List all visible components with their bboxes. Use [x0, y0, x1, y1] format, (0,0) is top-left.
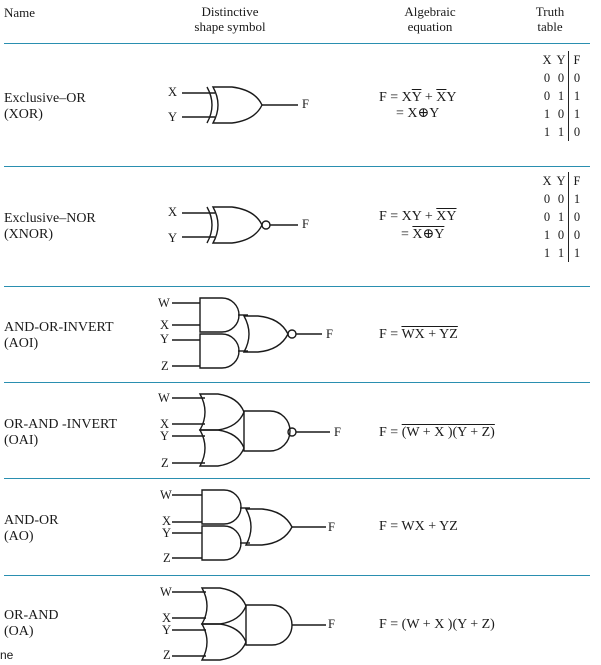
row-name-line1: Exclusive–OR: [4, 91, 86, 106]
equation: F = (W + X )(Y + Z): [379, 425, 495, 440]
input-label: Z: [163, 648, 171, 662]
truth-table: X Y F 0 0 0 0 1 1 1 0 1 1 1 0: [540, 51, 585, 141]
row-name-line2: (XNOR): [4, 227, 53, 242]
input-label: X: [160, 318, 170, 332]
input-label: Z: [161, 359, 169, 373]
row-name-line2: (XOR): [4, 107, 43, 122]
row-name-line2: (AO): [4, 529, 34, 544]
output-label: F: [326, 327, 333, 341]
aoi-gate-symbol: [172, 298, 322, 368]
row-name-line2: (OA): [4, 624, 34, 639]
input-label: Z: [163, 551, 171, 565]
equation: F = XY + $\overline{XY}$: [379, 209, 457, 224]
header-name: Name: [4, 5, 36, 20]
input-label: Y: [160, 429, 170, 443]
input-label: W: [158, 391, 170, 405]
equation: F = (W + X )(Y + Z): [379, 617, 495, 632]
input-label: Y: [162, 623, 172, 637]
header-equation-line2: equation: [407, 19, 453, 34]
equation: F = WX + YZ: [379, 519, 458, 534]
xor-gate-symbol: [182, 87, 298, 123]
header-symbol-line1: Distinctive: [201, 4, 259, 19]
row-name: [4, 320, 114, 352]
header-truth-line2: table: [537, 19, 563, 34]
oai-gate-symbol: [172, 394, 330, 466]
input-label: X: [160, 417, 170, 431]
input-label: Y: [160, 332, 170, 346]
input-label: W: [160, 585, 172, 599]
input-label: Z: [161, 456, 169, 470]
input-label: Y: [168, 231, 178, 245]
input-label: W: [158, 296, 170, 310]
header-equation-line1: Algebraic: [404, 4, 456, 19]
output-label: F: [328, 520, 335, 534]
row-name: [4, 513, 58, 545]
row-name-line1: AND-OR: [4, 513, 59, 528]
input-label: X: [162, 611, 172, 625]
output-label: F: [302, 97, 309, 111]
row-name-line2: (OAI): [4, 433, 39, 448]
equation: $F = X\overline{Y} + \overline{X}Y$: [379, 90, 457, 105]
header-symbol-line2: shape symbol: [194, 19, 266, 34]
row-name-line1: AND-OR-INVERT: [4, 320, 114, 335]
input-label: X: [168, 205, 178, 219]
row-name: [4, 91, 86, 123]
input-label: Y: [168, 110, 178, 124]
row-name-line1: Exclusive–NOR: [4, 211, 96, 226]
row-name: [4, 608, 58, 640]
input-label: X: [168, 85, 178, 99]
output-label: F: [334, 425, 341, 439]
ao-gate-symbol: [172, 490, 326, 560]
row-name: [4, 211, 96, 243]
oa-gate-symbol: [172, 588, 326, 660]
truth-table: X Y F 0 0 1 0 1 0 1 0 0 1 1 1: [540, 172, 585, 262]
input-label: Y: [162, 526, 172, 540]
equation-line2: = X⊕Y: [401, 227, 445, 242]
row-name-line1: OR-AND: [4, 608, 59, 623]
input-label: X: [162, 514, 172, 528]
row-name-line2: (AOI): [4, 336, 39, 351]
equation: F = WX + YZ: [379, 327, 458, 342]
output-label: F: [302, 217, 309, 231]
xnor-gate-symbol: [182, 207, 298, 243]
output-label: F: [328, 617, 335, 631]
row-name: [4, 417, 117, 449]
row-name-line1: OR-AND -INVERT: [4, 417, 118, 432]
footer-fragment: ne: [0, 648, 14, 662]
equation-line2: = X⊕Y: [396, 106, 440, 121]
input-label: W: [160, 488, 172, 502]
header-truth-line1: Truth: [535, 4, 565, 19]
